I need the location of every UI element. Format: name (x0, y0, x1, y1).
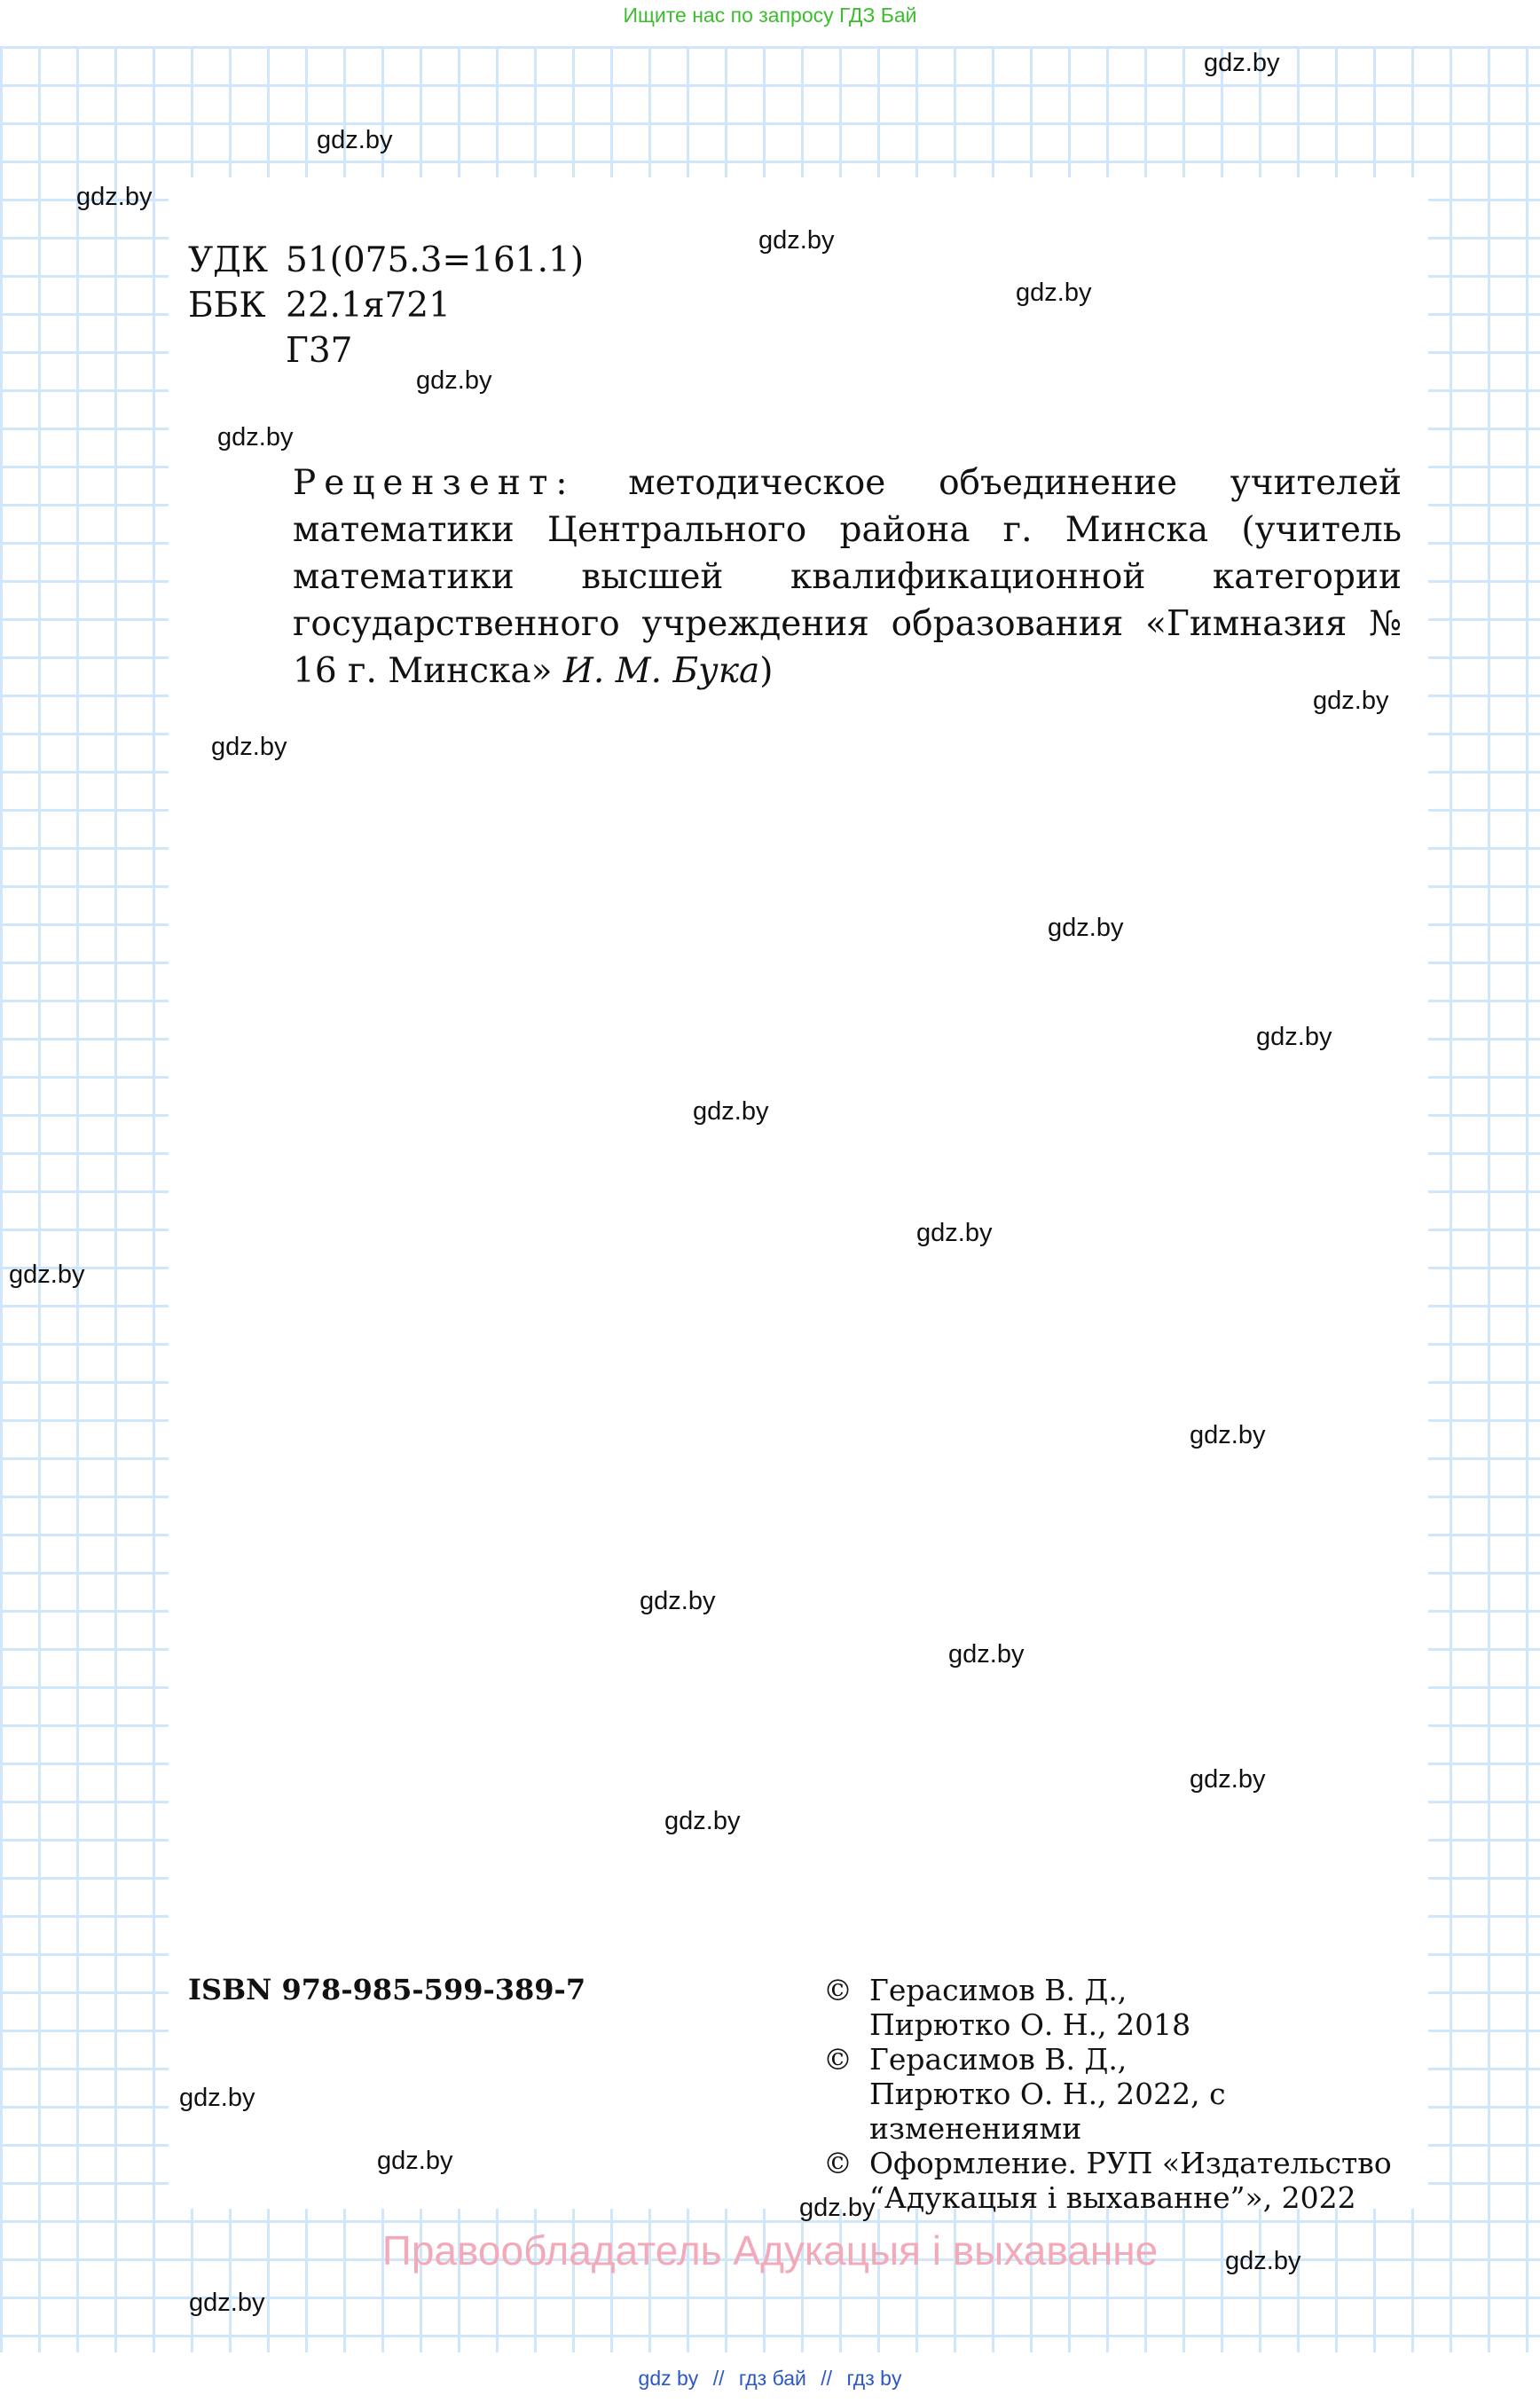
copyright-entry (823, 2146, 1426, 2215)
bottom-link[interactable]: гдз by (846, 2367, 902, 2390)
copyright-icon: © (823, 2146, 852, 2180)
watermark: gdz.by (416, 366, 492, 395)
copyright-icon: © (823, 1973, 852, 2007)
watermark: gdz.by (640, 1587, 716, 1615)
copyright-entry (823, 2042, 1426, 2146)
watermark: gdz.by (693, 1097, 769, 1126)
watermark: gdz.by (179, 2084, 255, 2112)
udk-label: УДК (188, 240, 269, 280)
copyright-line: Пирютко О. Н., 2018 (869, 2007, 1191, 2042)
watermark: gdz.by (1190, 1765, 1266, 1794)
watermark: gdz.by (1313, 687, 1389, 715)
watermark: gdz.by (377, 2147, 453, 2175)
link-separator: // (821, 2367, 833, 2390)
copyright-block (823, 1973, 1426, 2215)
watermark: gdz.by (217, 423, 294, 452)
bottom-banner (0, 2367, 1540, 2391)
rights-holder: Правообладатель Адукацыя і выхаванне (381, 2227, 1159, 2273)
bottom-link[interactable]: gdz by (638, 2367, 699, 2390)
copyright-line: Оформление. РУП «Издательство (869, 2146, 1392, 2180)
watermark: gdz.by (1048, 914, 1124, 942)
watermark: gdz.by (1256, 1023, 1332, 1051)
copyright-icon: © (823, 2042, 852, 2077)
watermark: gdz.by (1204, 49, 1280, 77)
watermark: gdz.by (1016, 279, 1092, 307)
watermark: gdz.by (916, 1219, 993, 1247)
reviewer-text-end: ) (759, 651, 774, 691)
reviewer-name: И. М. Бука (562, 651, 760, 691)
bibliographic-codes (188, 238, 584, 373)
reviewer-paragraph (293, 459, 1402, 695)
copyright-entry (823, 1973, 1426, 2042)
bbk-row (188, 283, 584, 328)
author-mark: Г37 (286, 331, 353, 371)
isbn: ISBN 978-985-599-389-7 (188, 1973, 586, 2006)
bbk-label: ББК (188, 286, 266, 326)
watermark: gdz.by (9, 1260, 85, 1289)
watermark: gdz.by (799, 2194, 876, 2222)
watermark: gdz.by (211, 733, 287, 761)
watermark: gdz.by (664, 1807, 741, 1835)
watermark: gdz.by (1225, 2247, 1301, 2275)
watermark: gdz.by (189, 2289, 265, 2317)
copyright-line: Пирютко О. Н., 2022, с изменениями (869, 2077, 1226, 2146)
watermark: gdz.by (758, 226, 835, 255)
bottom-link[interactable]: гдз бай (738, 2367, 806, 2390)
watermark: gdz.by (1190, 1421, 1266, 1449)
reviewer-label: Рецензент: (293, 463, 576, 503)
copyright-line: Герасимов В. Д., (869, 1973, 1128, 2007)
reviewer-text: методическое объединение учителей математики Центрального района г. Минска (учитель математики высшей квалификационной категории государственного учреждения образования «Гимназия № 16 г. Минска» (293, 463, 1402, 691)
udk-row (188, 238, 584, 283)
watermark: gdz.by (317, 126, 393, 154)
top-banner[interactable]: Ищите нас по запросу ГДЗ Бай (623, 4, 917, 27)
copyright-line: Герасимов В. Д., (869, 2042, 1128, 2077)
bbk-value: 22.1я721 (286, 286, 451, 326)
watermark: gdz.by (948, 1640, 1025, 1669)
link-separator: // (712, 2367, 725, 2390)
udk-value: 51(075.3=161.1) (286, 240, 585, 280)
copyright-line: “Адукацыя і выхаванне”», 2022 (869, 2180, 1356, 2215)
watermark: gdz.by (76, 183, 153, 211)
